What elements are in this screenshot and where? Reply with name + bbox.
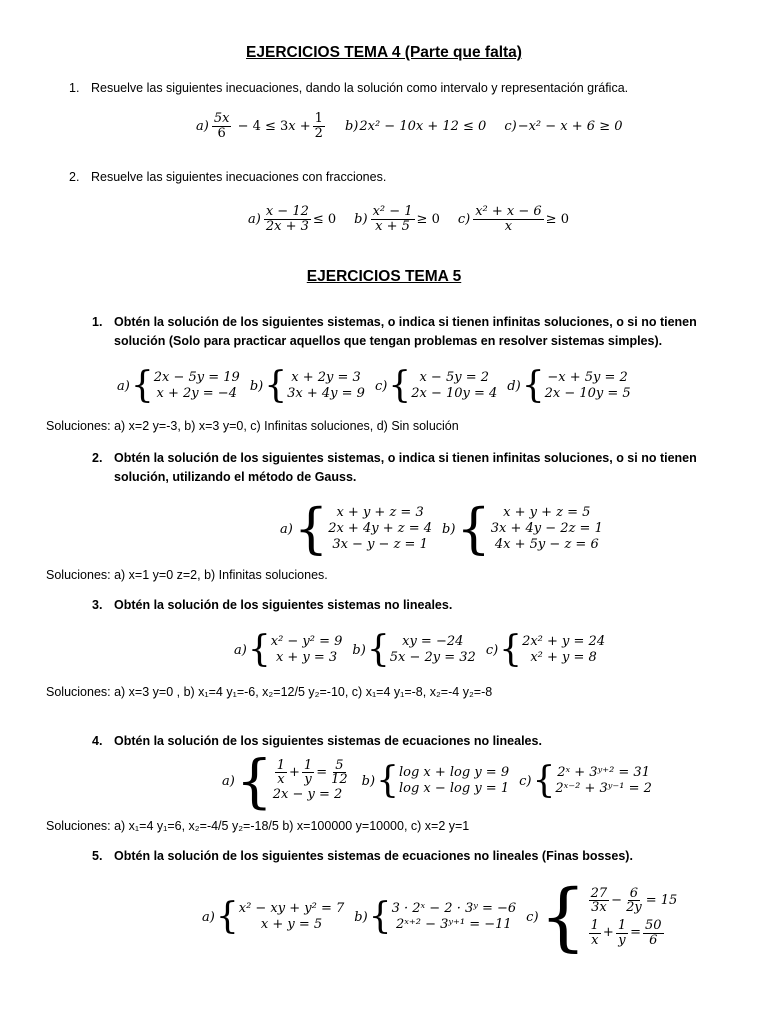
system-c: { 2ˣ + 3ʸ⁺² = 31 2ˣ⁻² + 3ʸ⁻¹ = 2 [532, 760, 652, 801]
left-brace: { [247, 629, 271, 670]
system-b: { x + y + z = 5 3x + 4y − 2z = 1 4x + 5y − z = 6 [456, 497, 603, 560]
label-a: a) [117, 378, 130, 394]
system-c: { 2x² + y = 24 x² + y = 8 [499, 629, 606, 670]
tema5-ex4-solutions: Soluciones: a) x₁=4 y₁=6, x₂=-4/5 y₂=-18/5 b) x=100000 y=10000, c) x=2 y=1 [46, 819, 470, 833]
exercise-number: 4. [92, 734, 103, 748]
label-c: c) [374, 378, 388, 394]
label-b: b) [352, 642, 366, 658]
system-c: { $\frac{27}{3x}$ − $\frac{6}{2y}$ = 15 $\frac{1}{x}$ + $\frac{1}{y}$ = $\frac{50}{6}$ [539, 874, 678, 960]
label-c: c) [526, 909, 539, 925]
tema4-ex1-inequalities: a) $\frac{5x}{6}$ − 4 ≤ 3x + $\frac{1}{2}$ b) 2x² − 10x + 12 ≤ 0 c) −x² − x + 6 ≥ 0 [196, 111, 623, 141]
fraction-27-over-3x: $\frac{27}{3x}$ [590, 885, 608, 916]
tema5-ex1-solutions: Soluciones: a) x=2 y=-3, b) x=3 y=0, c) Infinitas soluciones, d) Sin solución [46, 419, 459, 433]
system-a: { x + y + z = 3 2x + 4y + z = 4 3x − y − z = 1 [293, 497, 432, 560]
left-brace: { [264, 365, 288, 406]
left-brace: { [366, 629, 390, 670]
tema5-ex2-systems [280, 497, 613, 560]
tema5-ex5-systems [202, 874, 687, 960]
heading-tema-5: EJERCICIOS TEMA 5 [306, 268, 462, 285]
left-brace: { [539, 874, 587, 960]
label-a: a) [248, 211, 261, 227]
tema4-ex2-inequalities: a) $\frac{x - 12}{2x + 3}$ ≤ 0 b) $\frac{\text{x² − 1}}{x + 5}$ ≥ 0 c) $\frac{\text{x² + x − 6}}{x}$ ≥ 0 [248, 204, 569, 234]
left-brace: { [521, 365, 545, 406]
heading-tema-4: EJERCICIOS TEMA 4 (Parte que falta) [246, 44, 522, 61]
label-a: a) [196, 118, 209, 134]
left-brace: { [532, 760, 556, 801]
exercise-text: Obtén la solución de los siguientes sistemas de ecuaciones no lineales. [114, 734, 542, 748]
system-b: { 3 · 2ˣ − 2 · 3ʸ = −6 2ˣ⁺² − 3ʸ⁺¹ = −11 [368, 896, 517, 937]
left-brace: { [376, 760, 399, 801]
left-brace: { [456, 497, 491, 560]
inequality-c: −x² − x + 6 ≥ 0 [517, 118, 623, 134]
fraction-1-over-x: $\frac{1}{x}$ [590, 918, 599, 948]
fraction-a: $\frac{x - 12}{2x + 3}$ [265, 204, 309, 234]
tema4-ex1-statement [69, 81, 628, 95]
exercise-text: Resuelve las siguientes inecuaciones con fracciones. [91, 170, 387, 184]
fraction-50-over-6: $\frac{50}{6}$ [645, 918, 662, 948]
label-b: b) [442, 521, 456, 537]
exercise-number: 5. [92, 849, 103, 863]
inequality-b: 2x² − 10x + 12 ≤ 0 [359, 118, 487, 134]
label-b: b) [344, 118, 359, 134]
label-a: a) [222, 773, 235, 789]
exercise-text-line2: solución (Solo para practicar aquellos que tengan problemas en resolver sistemas simples). [114, 334, 663, 348]
system-d: { −x + 5y = 2 2x − 10y = 5 [521, 365, 631, 406]
fraction-1-over-2: $\frac{1}{2}$ [314, 111, 323, 141]
label-a: a) [280, 521, 293, 537]
tema5-ex1-systems [117, 365, 641, 406]
fraction-b: $\frac{\text{x² − 1}}{x + 5}$ [372, 204, 413, 234]
tema5-ex4-statement [92, 734, 542, 748]
system-a: { $\frac{1}{x}$ + $\frac{1}{y}$ = $\frac{5}{12}$ 2x − y = 2 [235, 747, 348, 815]
system-b: { log x + log y = 9 log x − log y = 1 [376, 760, 510, 801]
tema5-ex3-statement [92, 598, 452, 612]
left-brace: { [293, 497, 329, 560]
tema5-ex3-systems [234, 629, 615, 670]
label-a: a) [202, 909, 215, 925]
fraction-1-over-y: $\frac{1}{y}$ [617, 918, 627, 948]
system-c: { x − 5y = 2 2x − 10y = 4 [388, 365, 498, 406]
fraction-5-over-12: $\frac{5}{12}$ [331, 757, 348, 788]
exercise-number: 2. [69, 170, 80, 184]
tema5-ex3-solutions: Soluciones: a) x=3 y=0 , b) x₁=4 y₁=-6, x₂=12/5 y₂=-10, c) x₁=4 y₁=-8, x₂=-4 y₂=-8 [46, 685, 493, 699]
exercise-number: 1. [92, 315, 103, 329]
left-brace: { [499, 629, 523, 670]
tema5-ex5-statement [92, 849, 633, 863]
label-b: b) [354, 211, 368, 227]
left-brace: { [130, 365, 154, 406]
tema5-ex2-solutions: Soluciones: a) x=1 y=0 z=2, b) Infinitas soluciones. [46, 568, 328, 582]
system-a: { x² − y² = 9 x + y = 3 [247, 629, 343, 670]
left-brace: { [388, 365, 412, 406]
exercise-text-line2: solución, utilizando el método de Gauss. [114, 470, 357, 484]
exercise-text: Resuelve las siguientes inecuaciones, dando la solución como intervalo y representación gráfica. [91, 81, 629, 95]
tema5-ex4-systems [222, 747, 662, 815]
left-brace: { [215, 896, 239, 937]
system-b: { xy = −24 5x − 2y = 32 [366, 629, 476, 670]
fraction-5x-over-6: $\frac{5x}{6}$ [213, 111, 230, 141]
exercise-text-line1: Obtén la solución de los siguientes sistemas, o indica si tienen infinitas soluciones, o si no tienen [114, 315, 697, 329]
exercise-number: 3. [92, 598, 103, 612]
label-b: b) [249, 378, 264, 394]
label-b: b) [354, 909, 368, 925]
exercise-number: 1. [69, 81, 80, 95]
label-c: c) [485, 642, 499, 658]
fraction-6-over-2y: $\frac{6}{2y}$ [626, 885, 642, 916]
exercise-number: 2. [92, 451, 103, 465]
label-b: b) [361, 773, 376, 789]
label-d: d) [507, 378, 521, 394]
system-a: { x² − xy + y² = 7 x + y = 5 [215, 896, 345, 937]
label-c: c) [504, 118, 517, 134]
tema4-ex2-statement [69, 170, 386, 184]
label-a: a) [234, 642, 247, 658]
system-b: { x + 2y = 3 3x + 4y = 9 [264, 365, 365, 406]
fraction-c: $\frac{\text{x² + x − 6}}{x}$ [475, 204, 542, 234]
exercise-text: Obtén la solución de los siguientes sistemas de ecuaciones no lineales (Finas bosses). [114, 849, 633, 863]
tema5-ex1-statement [92, 313, 697, 351]
fraction-1-over-x: $\frac{1}{x}$ [276, 757, 286, 788]
tema5-ex2-statement [92, 449, 697, 487]
fraction-1-over-y: $\frac{1}{y}$ [303, 757, 313, 788]
exercise-text-line1: Obtén la solución de los siguientes sistemas, o indica si tienen infinitas soluciones, o si no tienen [114, 451, 697, 465]
label-c: c) [519, 773, 532, 789]
system-a: { 2x − 5y = 19 x + 2y = −4 [130, 365, 240, 406]
left-brace: { [235, 747, 273, 815]
left-brace: { [368, 896, 392, 937]
label-c: c) [457, 211, 471, 227]
exercise-text: Obtén la solución de los siguientes sistemas no lineales. [114, 598, 453, 612]
